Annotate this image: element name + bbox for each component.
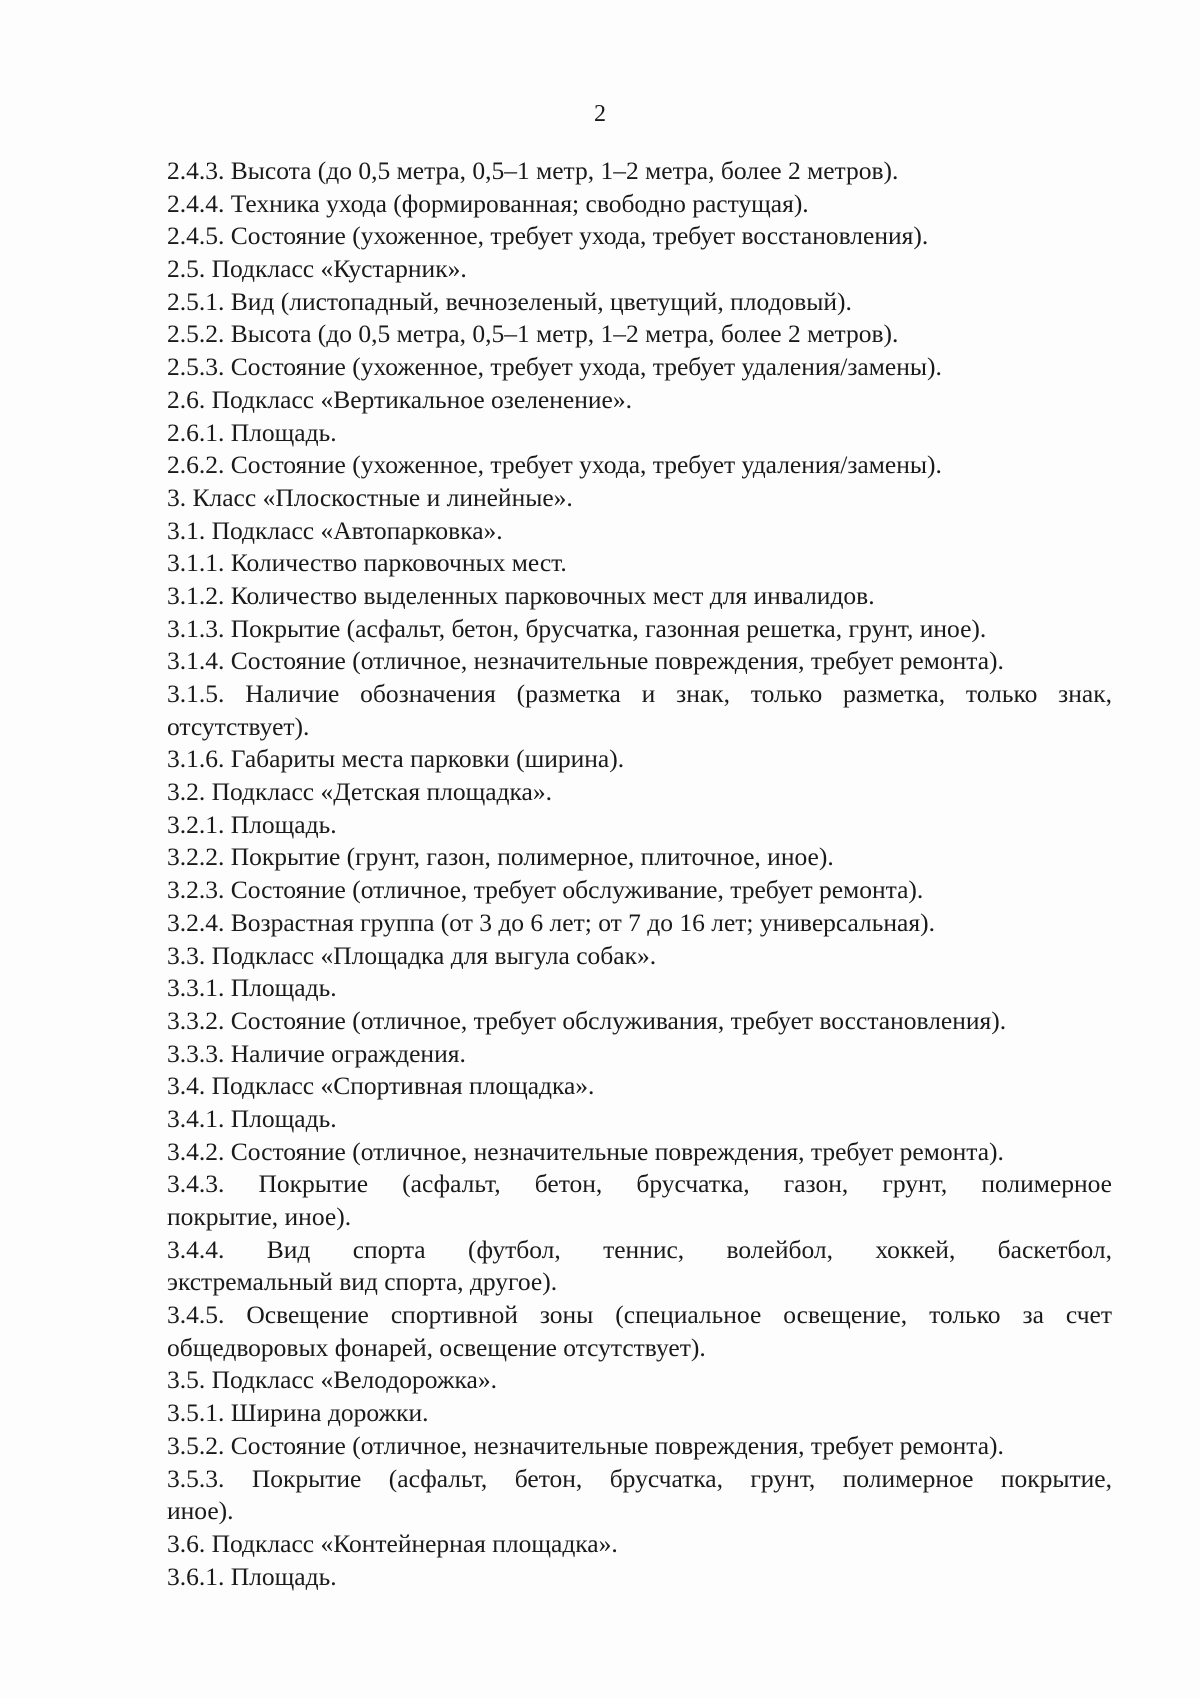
text-line: 3.5.1. Ширина дорожки. bbox=[167, 1398, 429, 1428]
text-line: 2.5. Подкласс «Кустарник». bbox=[167, 254, 467, 284]
page-number: 2 bbox=[594, 101, 606, 127]
text-line: 3.4. Подкласс «Спортивная площадка». bbox=[167, 1071, 595, 1101]
text-line: 3.6.1. Площадь. bbox=[167, 1561, 337, 1591]
document-body bbox=[167, 155, 1112, 1593]
text-line: 3. Класс «Плоскостные и линейные». bbox=[167, 482, 573, 512]
text-line: покрытие, иное). bbox=[167, 1202, 352, 1231]
text-line: 3.3.1. Площадь. bbox=[167, 973, 337, 1003]
text-line: 2.5.1. Вид (листопадный, вечнозеленый, цветущий, плодовый). bbox=[167, 286, 852, 316]
text-line: 3.2.2. Покрытие (грунт, газон, полимерное, плиточное, иное). bbox=[167, 842, 834, 872]
text-line: 3.3. Подкласс «Площадка для выгула собак». bbox=[167, 940, 657, 970]
text-line: 3.4.2. Состояние (отличное, незначительные повреждения, требует ремонта). bbox=[167, 1136, 1004, 1166]
text-line: 3.5.2. Состояние (отличное, незначительные повреждения, требует ремонта). bbox=[167, 1430, 1004, 1460]
text-line: 3.5. Подкласс «Велодорожка». bbox=[167, 1365, 497, 1395]
text-line: 3.3.2. Состояние (отличное, требует обслуживания, требует восстановления). bbox=[167, 1005, 1007, 1035]
text-line: 3.6. Подкласс «Контейнерная площадка». bbox=[167, 1528, 618, 1558]
text-line: 3.3.3. Наличие ограждения. bbox=[167, 1038, 466, 1068]
text-line: общедворовых фонарей, освещение отсутствует). bbox=[167, 1332, 706, 1362]
text-line: 3.1.5. Наличие обозначения (разметка и знак, только разметка, только знак, bbox=[167, 679, 1112, 708]
text-line: 3.4.3. Покрытие (асфальт, бетон, брусчатка, газон, грунт, полимерное bbox=[167, 1169, 1112, 1199]
text-line: 2.6.1. Площадь. bbox=[167, 417, 337, 447]
text-line: экстремальный вид спорта, другое). bbox=[167, 1267, 558, 1297]
text-line: 3.1.6. Габариты места парковки (ширина). bbox=[167, 744, 625, 774]
text-line: иное). bbox=[167, 1496, 234, 1526]
text-line: 2.5.2. Высота (до 0,5 метра, 0,5–1 метр, 1–2 метра, более 2 метров). bbox=[167, 319, 899, 349]
text-line: 2.4.3. Высота (до 0,5 метра, 0,5–1 метр, 1–2 метра, более 2 метров). bbox=[167, 156, 899, 185]
text-line: 3.1.4. Состояние (отличное, незначительные повреждения, требует ремонта). bbox=[167, 646, 1004, 676]
text-line: 3.2. Подкласс «Детская площадка». bbox=[167, 777, 552, 807]
text-line: 3.1.2. Количество выделенных парковочных мест для инвалидов. bbox=[167, 580, 875, 610]
text-line: отсутствует). bbox=[167, 711, 310, 741]
text-line: 2.4.5. Состояние (ухоженное, требует ухода, требует восстановления). bbox=[167, 221, 929, 251]
text-line: 3.1. Подкласс «Автопарковка». bbox=[167, 515, 503, 545]
text-line: 3.2.1. Площадь. bbox=[167, 809, 337, 839]
text-line: 3.2.4. Возрастная группа (от 3 до 6 лет; от 7 до 16 лет; универсальная). bbox=[167, 907, 935, 937]
text-line: 3.4.1. Площадь. bbox=[167, 1103, 337, 1133]
text-line: 3.1.3. Покрытие (асфальт, бетон, брусчатка, газонная решетка, грунт, иное). bbox=[167, 613, 987, 643]
text-line: 2.6. Подкласс «Вертикальное озеленение». bbox=[167, 384, 632, 414]
text-line: 2.5.3. Состояние (ухоженное, требует ухода, требует удаления/замены). bbox=[167, 352, 942, 382]
text-line: 2.6.2. Состояние (ухоженное, требует ухода, требует удаления/замены). bbox=[167, 450, 942, 480]
text-line: 2.4.4. Техника ухода (формированная; свободно растущая). bbox=[167, 188, 809, 218]
text-line: 3.2.3. Состояние (отличное, требует обслуживание, требует ремонта). bbox=[167, 875, 924, 905]
text-line: 3.5.3. Покрытие (асфальт, бетон, брусчатка, грунт, полимерное покрытие, bbox=[167, 1463, 1112, 1493]
text-line: 3.4.4. Вид спорта (футбол, теннис, волейбол, хоккей, баскетбол, bbox=[167, 1234, 1112, 1264]
text-line: 3.4.5. Освещение спортивной зоны (специальное освещение, только за счет bbox=[167, 1300, 1112, 1330]
text-line: 3.1.1. Количество парковочных мест. bbox=[167, 548, 567, 578]
